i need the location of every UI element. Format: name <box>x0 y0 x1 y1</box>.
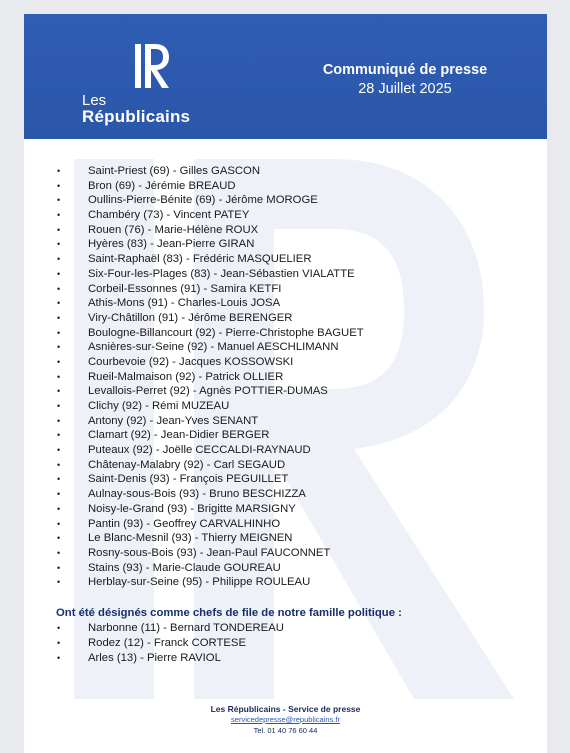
bullet-icon: • <box>57 254 61 265</box>
bullet-icon: • <box>57 386 61 397</box>
list-item-text: Oullins-Pierre-Bénite (69) - Jérôme MOROGE <box>88 194 318 207</box>
list-item-text: Rouen (76) - Marie-Hélène ROUX <box>88 223 259 236</box>
list-item <box>24 384 547 399</box>
bullet-icon: • <box>57 401 61 411</box>
bullet-icon: • <box>57 503 61 514</box>
document-date: 28 Juillet 2025 <box>358 81 452 97</box>
list-item <box>24 651 547 666</box>
list-item-text: Noisy-le-Grand (93) - Brigitte MARSIGNY <box>88 502 296 515</box>
list-item-text: Puteaux (92) - Joëlle CECCALDI-RAYNAUD <box>88 444 311 457</box>
lr-logo <box>82 44 222 124</box>
list-item-text: Stains (93) - Marie-Claude GOUREAU <box>88 561 281 574</box>
header-banner <box>24 14 547 139</box>
list-item <box>24 399 547 414</box>
bullet-icon: • <box>57 356 61 367</box>
list-item-text: Six-Four-les-Plages (83) - Jean-Sébastien VIALATTE <box>88 267 355 280</box>
list-item <box>24 575 547 590</box>
list-item-text: Herblay-sur-Seine (95) - Philippe ROULEAU <box>88 576 311 589</box>
bullet-icon: • <box>57 224 61 235</box>
list-item-text: Rosny-sous-Bois (93) - Jean-Paul FAUCONNET <box>88 546 331 559</box>
list-item-text: Viry-Châtillon (91) - Jérôme BERENGER <box>88 311 293 324</box>
bullet-icon: • <box>57 653 61 664</box>
list-item-text: Boulogne-Billancourt (92) - Pierre-Christophe BAGUET <box>88 326 364 339</box>
list-item <box>24 355 547 370</box>
list-item <box>24 340 547 355</box>
list-item <box>24 621 547 636</box>
list-item <box>24 267 547 282</box>
list-item-text: Clamart (92) - Jean-Didier BERGER <box>88 429 270 442</box>
logo-republicains-text: Républicains <box>82 107 191 126</box>
list-item <box>24 237 547 252</box>
list-item <box>24 561 547 576</box>
bullet-icon: • <box>57 166 61 176</box>
bullet-icon: • <box>57 415 61 426</box>
footer-email-link[interactable]: servicedepresse@republicains.fr <box>231 715 340 724</box>
list-item <box>24 282 547 297</box>
bullet-icon: • <box>57 312 61 323</box>
list-item <box>24 472 547 487</box>
bullet-icon: • <box>57 195 61 206</box>
bullet-icon: • <box>57 210 61 221</box>
list-item-text: Rodez (12) - Franck CORTESE <box>88 637 246 650</box>
list-item-text: Antony (92) - Jean-Yves SENANT <box>88 414 259 427</box>
list-item-text: Rueil-Malmaison (92) - Patrick OLLIER <box>88 370 284 383</box>
list-item <box>24 443 547 458</box>
bullet-icon: • <box>57 445 61 456</box>
bullet-icon: • <box>57 283 61 294</box>
list-item <box>24 164 547 179</box>
mayors-list <box>24 164 547 590</box>
list-item <box>24 517 547 532</box>
list-item-text: Saint-Priest (69) - Gilles GASCON <box>88 165 261 177</box>
list-item <box>24 370 547 385</box>
bullet-icon: • <box>57 239 61 250</box>
list-item <box>24 414 547 429</box>
list-item-text: Saint-Raphaël (83) - Frédéric MASQUELIER <box>88 253 312 266</box>
bullet-icon: • <box>57 547 61 558</box>
list-item-text: Aulnay-sous-Bois (93) - Bruno BESCHIZZA <box>88 488 306 501</box>
list-item <box>24 326 547 341</box>
list-item <box>24 502 547 517</box>
document-title: Communiqué de presse <box>322 62 488 78</box>
list-item <box>24 636 547 651</box>
bullet-icon: • <box>57 638 61 649</box>
list-item <box>24 296 547 311</box>
list-item-text: Courbevoie (92) - Jacques KOSSOWSKI <box>88 355 294 368</box>
footer-org: Les Républicains - Service de presse <box>210 704 361 714</box>
bullet-icon: • <box>57 533 61 544</box>
bullet-icon: • <box>57 577 61 588</box>
bullet-icon: • <box>57 562 61 573</box>
list-item-text: Châtenay-Malabry (92) - Carl SEGAUD <box>88 458 286 471</box>
footer-phone: Tel. 01 40 76 60 44 <box>253 726 318 735</box>
list-item <box>24 193 547 208</box>
list-item <box>24 428 547 443</box>
footer <box>24 704 547 736</box>
list-item-text: Arles (13) - Pierre RAVIOL <box>88 652 221 665</box>
bullet-icon: • <box>57 474 61 485</box>
list-item-text: Levallois-Perret (92) - Agnès POTTIER-DUMAS <box>88 385 328 398</box>
list-item <box>24 311 547 326</box>
bullet-icon: • <box>57 268 61 279</box>
lr-logo-icon <box>135 44 171 90</box>
list-item <box>24 546 547 561</box>
press-release-page <box>24 14 547 753</box>
list-item-text: Clichy (92) - Rémi MUZEAU <box>88 400 230 412</box>
list-item-text: Asnières-sur-Seine (92) - Manuel AESCHLIMANN <box>88 341 339 354</box>
list-item <box>24 458 547 473</box>
bullet-icon: • <box>57 623 61 633</box>
list-item-text: Pantin (93) - Geoffrey CARVALHINHO <box>88 517 281 530</box>
bullet-icon: • <box>57 298 61 309</box>
list-item-text: Bron (69) - Jérémie BREAUD <box>88 179 236 192</box>
list-item <box>24 487 547 502</box>
list-item-text: Athis-Mons (91) - Charles-Louis JOSA <box>88 297 281 310</box>
list-item <box>24 252 547 267</box>
bullet-icon: • <box>57 459 61 470</box>
section-title: Ont été désignés comme chefs de file de notre famille politique : <box>56 607 402 619</box>
bullet-icon: • <box>57 180 61 191</box>
list-item-text: Chambéry (73) - Vincent PATEY <box>88 209 250 222</box>
list-item <box>24 208 547 223</box>
bullet-icon: • <box>57 371 61 382</box>
list-item-text: Saint-Denis (93) - François PEGUILLET <box>88 473 289 486</box>
list-item <box>24 531 547 546</box>
bullet-icon: • <box>57 430 61 441</box>
bullet-icon: • <box>57 489 61 500</box>
logo-les-text: Les <box>82 92 107 109</box>
list-item-text: Le Blanc-Mesnil (93) - Thierry MEIGNEN <box>88 532 293 545</box>
bullet-icon: • <box>57 518 61 529</box>
leaders-list <box>24 621 547 667</box>
list-item-text: Corbeil-Essonnes (91) - Samira KETFI <box>88 282 282 295</box>
list-item-text: Hyères (83) - Jean-Pierre GIRAN <box>88 238 255 251</box>
bullet-icon: • <box>57 342 61 353</box>
list-item <box>24 223 547 238</box>
bullet-icon: • <box>57 327 61 338</box>
list-item <box>24 179 547 194</box>
list-item-text: Narbonne (11) - Bernard TONDEREAU <box>88 622 284 634</box>
